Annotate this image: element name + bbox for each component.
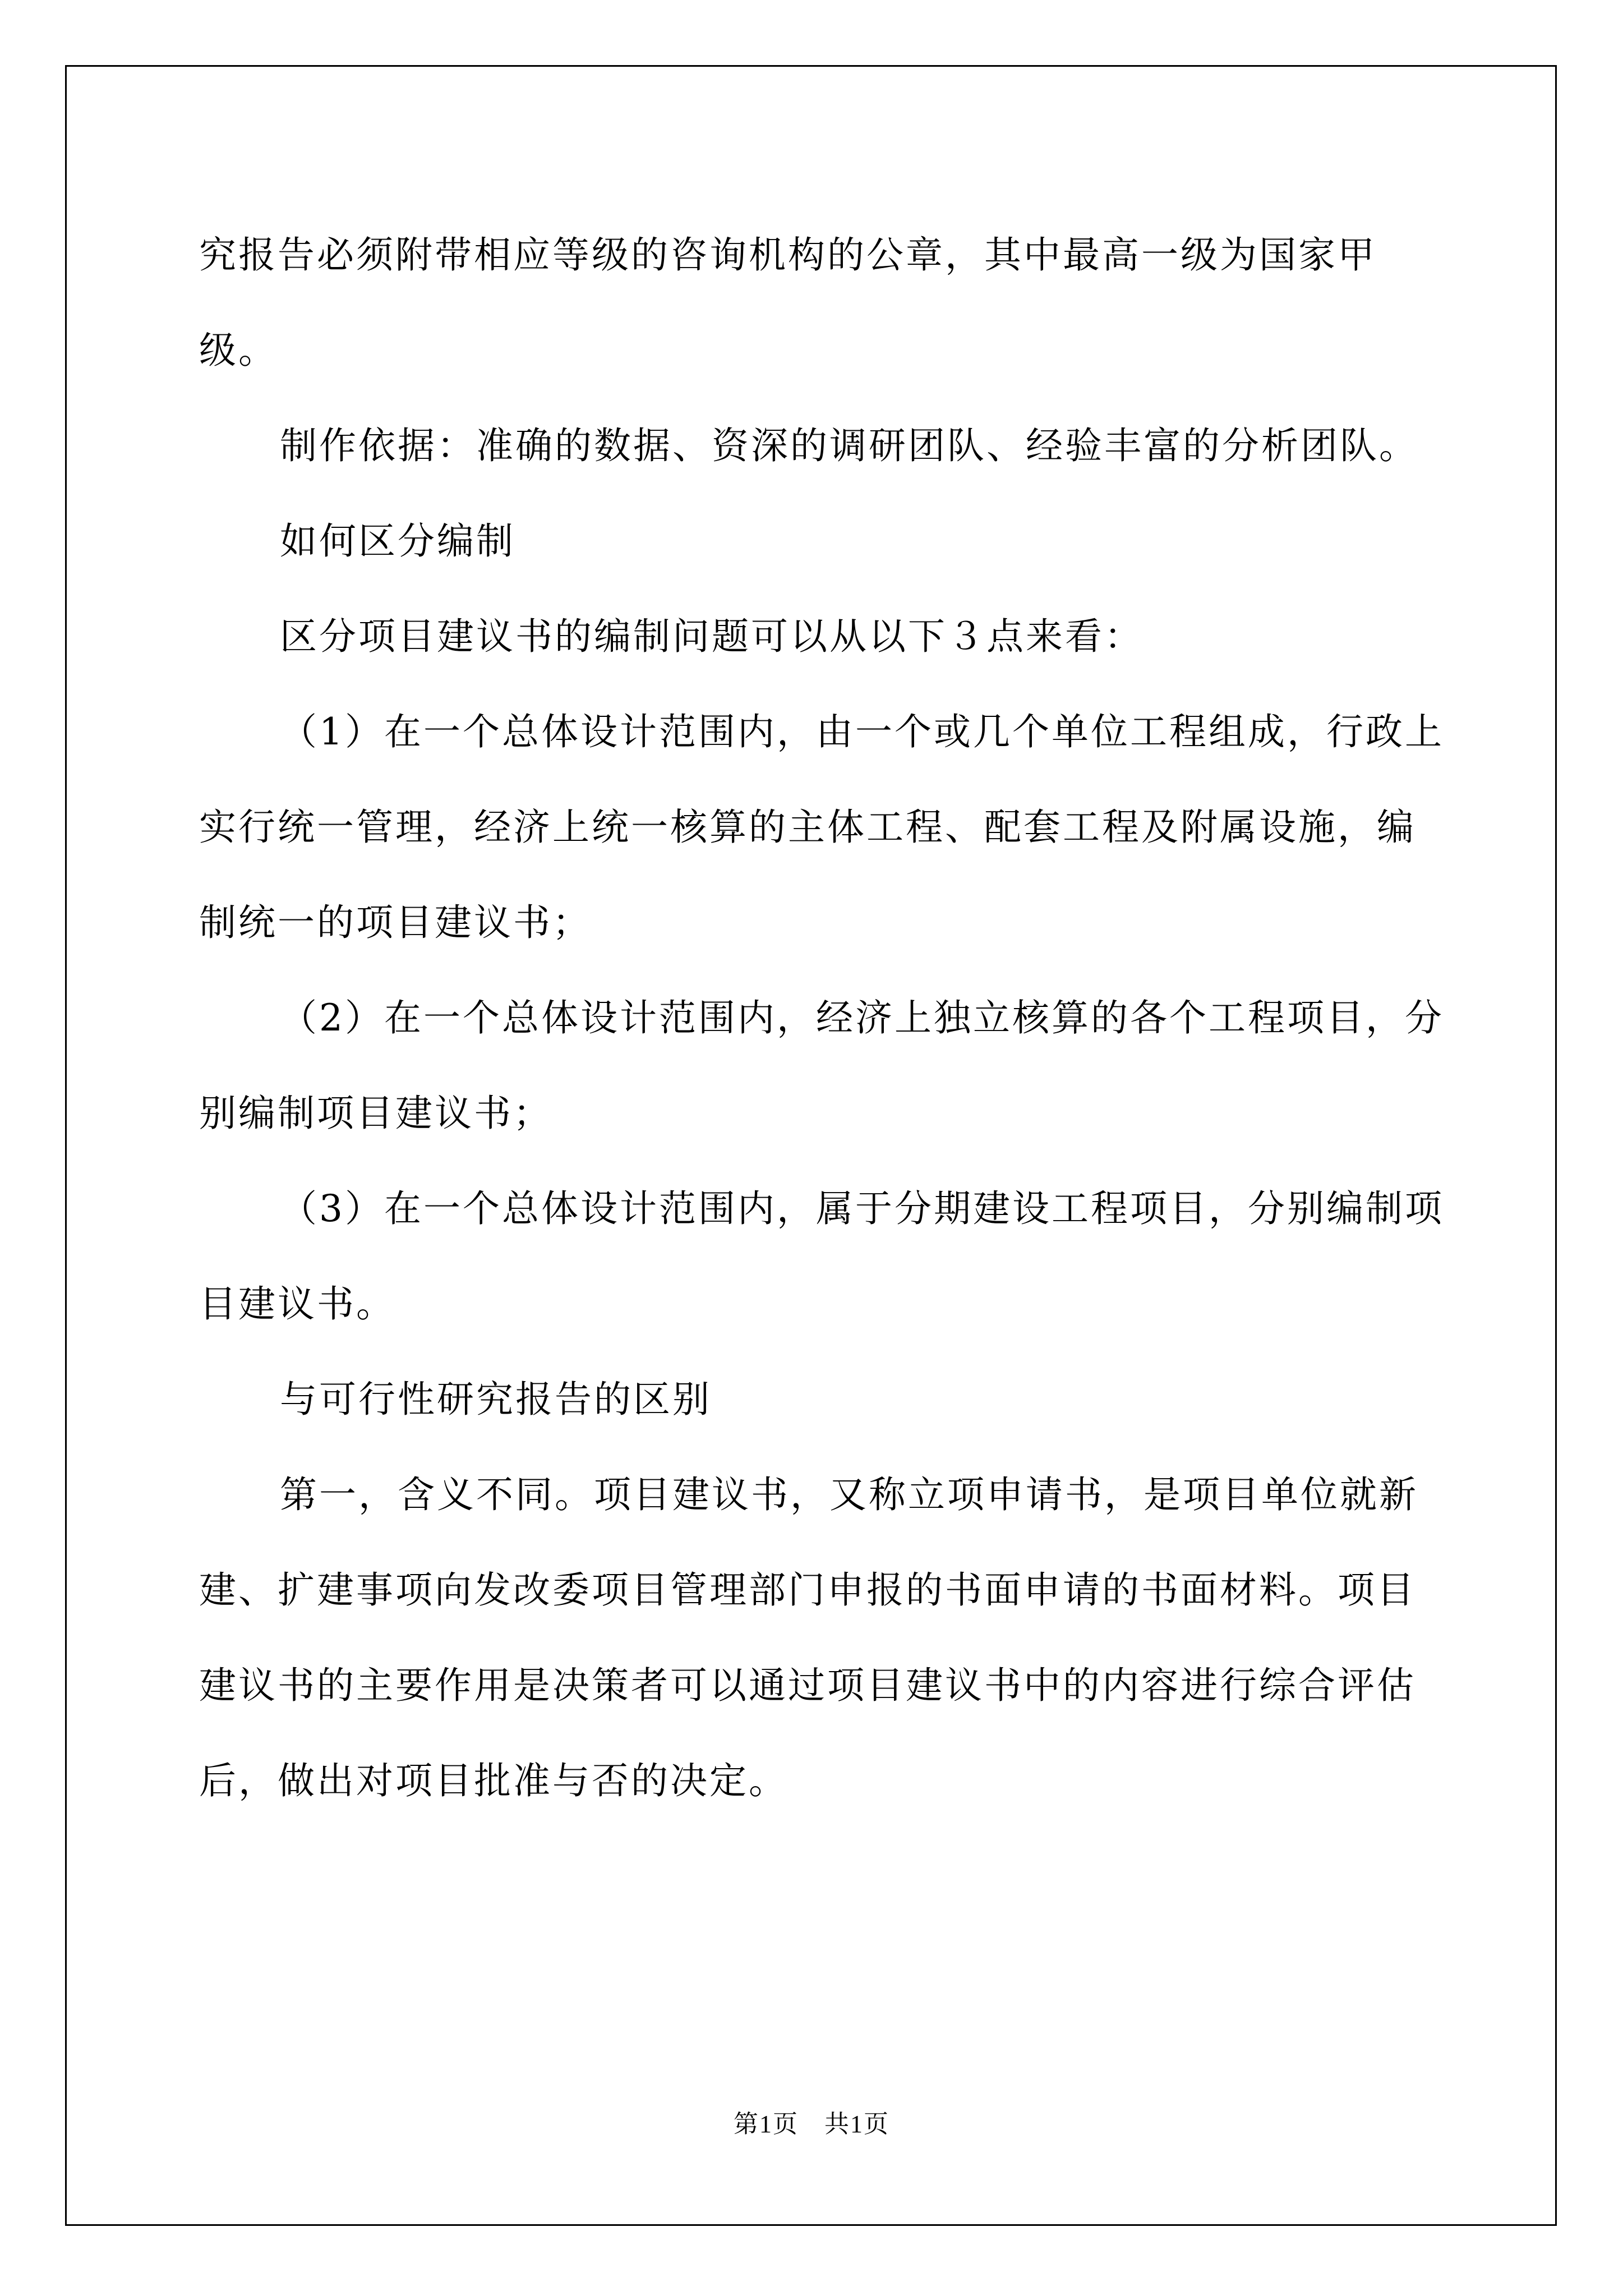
- page-number-footer: 第1页 共1页: [734, 2110, 889, 2138]
- paragraph-point-1: （1）在一个总体设计范围内，由一个或几个单位工程组成，行政上实行统一管理，经济上统一核算的主体工程、配套工程及附属设施，编制统一的项目建议书；: [199, 710, 1444, 944]
- section-heading-difference: 与可行性研究报告的区别: [280, 1378, 712, 1421]
- paragraph-intro-points: 区分项目建议书的编制问题可以从以下３点来看：: [280, 615, 1144, 658]
- paragraph-continued: 究报告必须附带相应等级的咨询机构的公章，其中最高一级为国家甲级。: [199, 233, 1377, 372]
- paragraph-point-2: （2）在一个总体设计范围内，经济上独立核算的各个工程项目，分别编制项目建议书；: [199, 996, 1444, 1135]
- paragraph-first-difference: 第一，含义不同。项目建议书，又称立项申请书，是项目单位就新建、扩建事项向发改委项目管理部门申报的书面申请的书面材料。项目建议书的主要作用是决策者可以通过项目建议书中的内容进行综合评估后，做出对项目批准与否的决定。: [199, 1473, 1418, 1802]
- paragraph-point-3: （3）在一个总体设计范围内，属于分期建设工程项目，分别编制项目建议书。: [199, 1187, 1444, 1326]
- section-heading-distinguish: 如何区分编制: [280, 519, 515, 563]
- paragraph-basis: 制作依据：准确的数据、资深的调研团队、经验丰富的分析团队。: [280, 424, 1418, 467]
- document-body: [199, 208, 1450, 1829]
